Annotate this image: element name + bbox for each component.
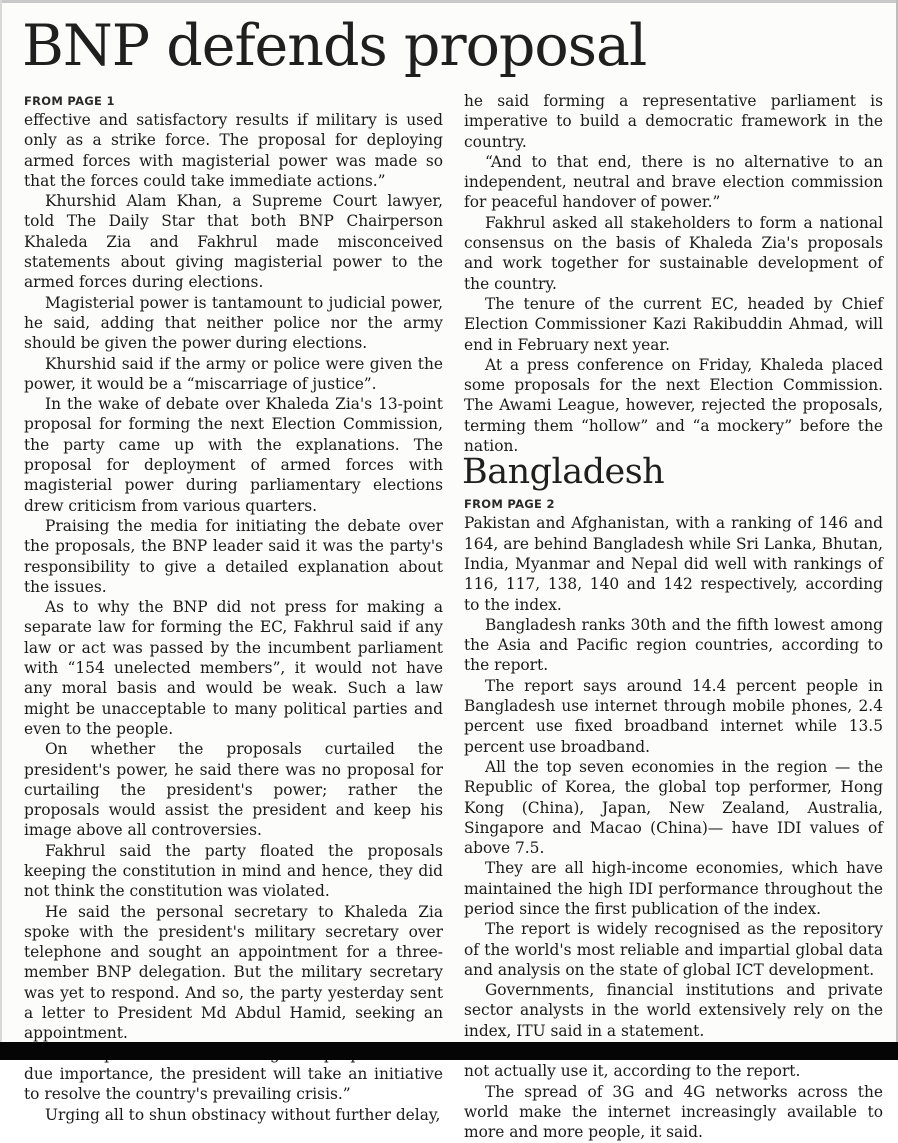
continuation-kicker: FROM PAGE 2 [464, 497, 555, 512]
article-paragraph: Magisterial power is tantamount to judicial power, he said, adding that neither police nor the army should be given the power during elections. [24, 293, 443, 353]
article-paragraph: Urging all to shun obstinacy without further delay, [45, 1105, 441, 1124]
article-paragraph: Fakhrul asked all stakeholders to form a national consensus on the basis of Khaleda Zia's proposals and work together for sustainable development of the country. [464, 213, 883, 293]
article-paragraph: The report says around 14.4 percent people in Bangladesh use internet through mobile phones, 2.4 percent use fixed broadband internet while 13.5 percent use broadband. [464, 676, 883, 756]
page-left-edge [0, 0, 2, 1060]
article-paragraph: In the wake of debate over Khaleda Zia's 13-point proposal for forming the next Election Commission, the party came up with the explanations. The proposal for deployment of armed forces with magisterial power during parliamentary elections drew criticism from various quarters. [24, 395, 443, 515]
article-paragraph: Pakistan and Afghanistan, with a ranking of 146 and 164, are behind Bangladesh while Sri Lanka, Bhutan, India, Myanmar and Nepal did well with rankings of 116, 117, 138, 140 and 142 respectively, according to the index. [464, 514, 883, 614]
article-paragraph: effective and satisfactory results if military is used only as a strike force. The proposal for deploying armed forces with magisterial power was made so that the forces could take immediate actions.” [24, 111, 443, 190]
article-paragraph: Khurshid said if the army or police were given the power, it would be a “miscarriage of justice”. [24, 354, 443, 393]
article-paragraph: Bangladesh ranks 30th and the fifth lowest among the Asia and Pacific region countries, according to the report. [464, 615, 883, 675]
article-headline: BNP defends proposal [22, 13, 647, 79]
second-article-headline: Bangladesh [462, 452, 665, 493]
article-paragraph: At a press conference on Friday, Khaleda placed some proposals for the next Election Commission. The Awami League, however, rejected the proposals, terming them “hollow” and “a mockery” before the nation. [464, 355, 883, 456]
article-paragraph: As to why the BNP did not press for making a separate law for forming the EC, Fakhrul said if any law or act was passed by the incumbent parliament with “154 unelected members”, it would not have any moral basis and would be weak. Such a law might be unacceptable to many political parties and even to the people. [24, 598, 443, 738]
page-top-edge [0, 0, 898, 3]
article-paragraph: Governments, financial institutions and private sector analysts in the world extensively rely on the index, ITU said in a statement. [464, 981, 883, 1040]
right-column [464, 91, 883, 1143]
article-paragraph: They are all high-income economies, which have maintained the high IDI performance throughout the period since the first publication of the index. [464, 859, 883, 918]
article-paragraph: due importance, the president will take an initiative to resolve the country's prevailing crisis.” [24, 1064, 443, 1104]
article-paragraph: The spread of 3G and 4G networks across the world make the internet increasingly available to more and more people, it said. [464, 1082, 883, 1142]
article-paragraph: All the top seven economies in the region — the Republic of Korea, the global top performer, Hong Kong (China), Japan, New Zealand, Australia, Singapore and Macao (China)— have IDI values of above 7.5. [464, 757, 883, 858]
article-paragraph: Praising the media for initiating the debate over the proposals, the BNP leader said it was the party's responsibility to give a detailed explanation about the issues. [24, 516, 443, 596]
article-paragraph: Fakhrul said the party floated the proposals keeping the constitution in mind and hence, they did not think the constitution was violated. [24, 841, 443, 901]
article-paragraph: He said the personal secretary to Khaleda Zia spoke with the president's military secretary over telephone and sought an appointment for a three-member BNP delegation. But the military secretary was yet to respond. And so, the party yesterday sent a letter to President Md Abdul Hamid, seeking an appointment. [24, 902, 443, 1043]
scan-bottom-edge [0, 1042, 898, 1060]
article-paragraph: “And to that end, there is no alternative to an independent, neutral and brave election commission for peaceful handover of power.” [464, 152, 883, 212]
article-paragraph: not actually use it, according to the report. [464, 1062, 801, 1081]
article-paragraph: The tenure of the current EC, headed by Chief Election Commissioner Kazi Rakibuddin Ahmad, will end in February next year. [464, 294, 883, 354]
continuation-kicker: FROM PAGE 1 [24, 94, 115, 108]
left-column [24, 91, 443, 1125]
article-paragraph: On whether the proposals curtailed the president's power, he said there was no proposal for curtailing the president's power; rather the proposals would assist the president and keep his image above all controversies. [24, 740, 443, 840]
article-paragraph: Khurshid Alam Khan, a Supreme Court lawyer, told The Daily Star that both BNP Chairperson Khaleda Zia and Fakhrul made misconceived statements about giving magisterial power to the armed forces during elections. [24, 192, 443, 292]
article-paragraph: he said forming a representative parliament is imperative to build a democratic framework in the country. [464, 92, 883, 151]
article-paragraph: The report is widely recognised as the repository of the world's most reliable and impartial global data and analysis on the state of global ICT development. [464, 920, 883, 979]
